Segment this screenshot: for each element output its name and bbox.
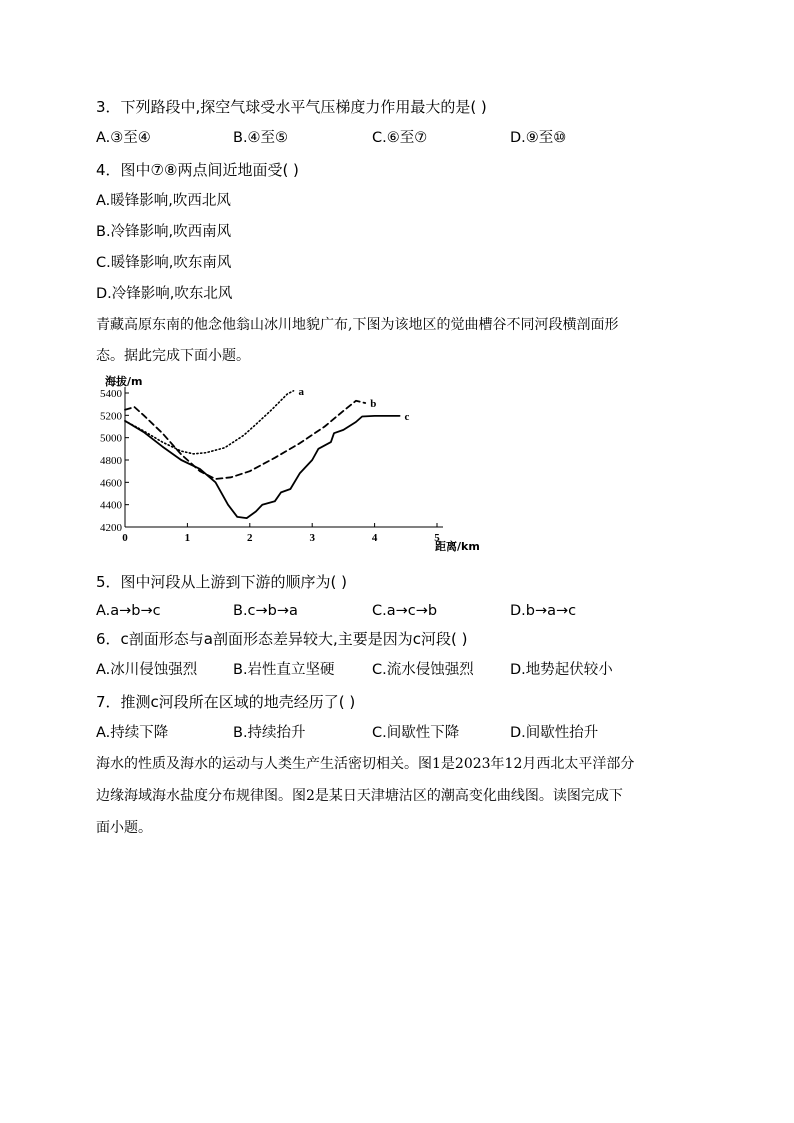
series-b-line	[125, 401, 365, 479]
q4-option-d[interactable]: D.冷锋影响,吹东北风	[96, 286, 233, 302]
valley-cross-section-chart	[96, 372, 496, 562]
passage-2-line-2: 边缘海域海水盐度分布规律图。图2是某日天津塘沽区的潮高变化曲线图。读图完成下	[96, 788, 623, 804]
q4-option-a[interactable]: A.暖锋影响,吹西北风	[96, 193, 231, 209]
q6-option-a[interactable]: A.冰川侵蚀强烈	[96, 662, 198, 678]
question-4-stem: 4．图中⑦⑧两点间近地面受( )	[96, 161, 299, 179]
q7-option-d[interactable]: D.间歇性抬升	[510, 725, 599, 741]
series-c-label: c	[404, 410, 410, 423]
x-axis-label: 距离/km	[435, 540, 480, 553]
passage-1-line-1: 青藏高原东南的他念他翁山冰川地貌广布,下图为该地区的觉曲槽谷不同河段横剖面形	[96, 317, 619, 333]
y-axis-label: 海拔/m	[105, 375, 143, 388]
q7-option-b[interactable]: B.持续抬升	[233, 725, 306, 741]
x-tick-label: 0	[122, 532, 128, 544]
passage-1-line-2: 态。据此完成下面小题。	[96, 348, 250, 364]
q3-option-c[interactable]: C.⑥至⑦	[372, 130, 428, 146]
q6-option-c[interactable]: C.流水侵蚀强烈	[372, 662, 474, 678]
q7-option-c[interactable]: C.间歇性下降	[372, 725, 460, 741]
y-tick-label: 5000	[100, 432, 122, 445]
x-tick-label: 3	[309, 532, 315, 544]
x-tick-label: 2	[247, 532, 253, 544]
y-tick-label: 5200	[100, 410, 122, 423]
q5-option-a[interactable]: A.a→b→c	[96, 603, 161, 619]
x-tick-label: 5	[434, 532, 440, 544]
q5-option-d[interactable]: D.b→a→c	[510, 603, 577, 619]
passage-2-line-1: 海水的性质及海水的运动与人类生产生活密切相关。图1是2023年12月西北太平洋部分	[96, 756, 635, 772]
q5-option-c[interactable]: C.a→c→b	[372, 603, 438, 619]
q3-option-a[interactable]: A.③至④	[96, 130, 151, 146]
y-tick-label: 4800	[100, 455, 122, 467]
q5-option-b[interactable]: B.c→b→a	[233, 603, 298, 619]
question-5-stem: 5．图中河段从上游到下游的顺序为( )	[96, 573, 348, 591]
series-b-label: b	[370, 398, 377, 411]
q3-option-b[interactable]: B.④至⑤	[233, 130, 289, 146]
q3-option-d[interactable]: D.⑨至⑩	[510, 130, 567, 146]
q6-option-b[interactable]: B.岩性直立坚硬	[233, 662, 335, 678]
question-7-stem: 7．推测c河段所在区域的地壳经历了( )	[96, 693, 356, 711]
q7-option-a[interactable]: A.持续下降	[96, 725, 169, 741]
q4-option-c[interactable]: C.暖锋影响,吹东南风	[96, 255, 232, 271]
question-6-stem: 6．c剖面形态与a剖面形态差异较大,主要是因为c河段( )	[96, 630, 468, 648]
series-c-line	[125, 416, 400, 518]
y-tick-label: 5400	[100, 388, 122, 400]
passage-2-line-3: 面小题。	[96, 820, 152, 836]
y-tick-label: 4200	[100, 522, 122, 534]
series-a-label: a	[298, 385, 304, 398]
q6-option-d[interactable]: D.地势起伏较小	[510, 662, 613, 678]
x-tick-label: 4	[371, 532, 378, 544]
y-tick-label: 4600	[100, 477, 122, 490]
x-tick-label: 1	[184, 532, 191, 544]
q4-option-b[interactable]: B.冷锋影响,吹西南风	[96, 224, 232, 240]
question-3-stem: 3．下列路段中,探空气球受水平气压梯度力作用最大的是( )	[96, 98, 487, 116]
y-tick-label: 4400	[100, 499, 122, 512]
